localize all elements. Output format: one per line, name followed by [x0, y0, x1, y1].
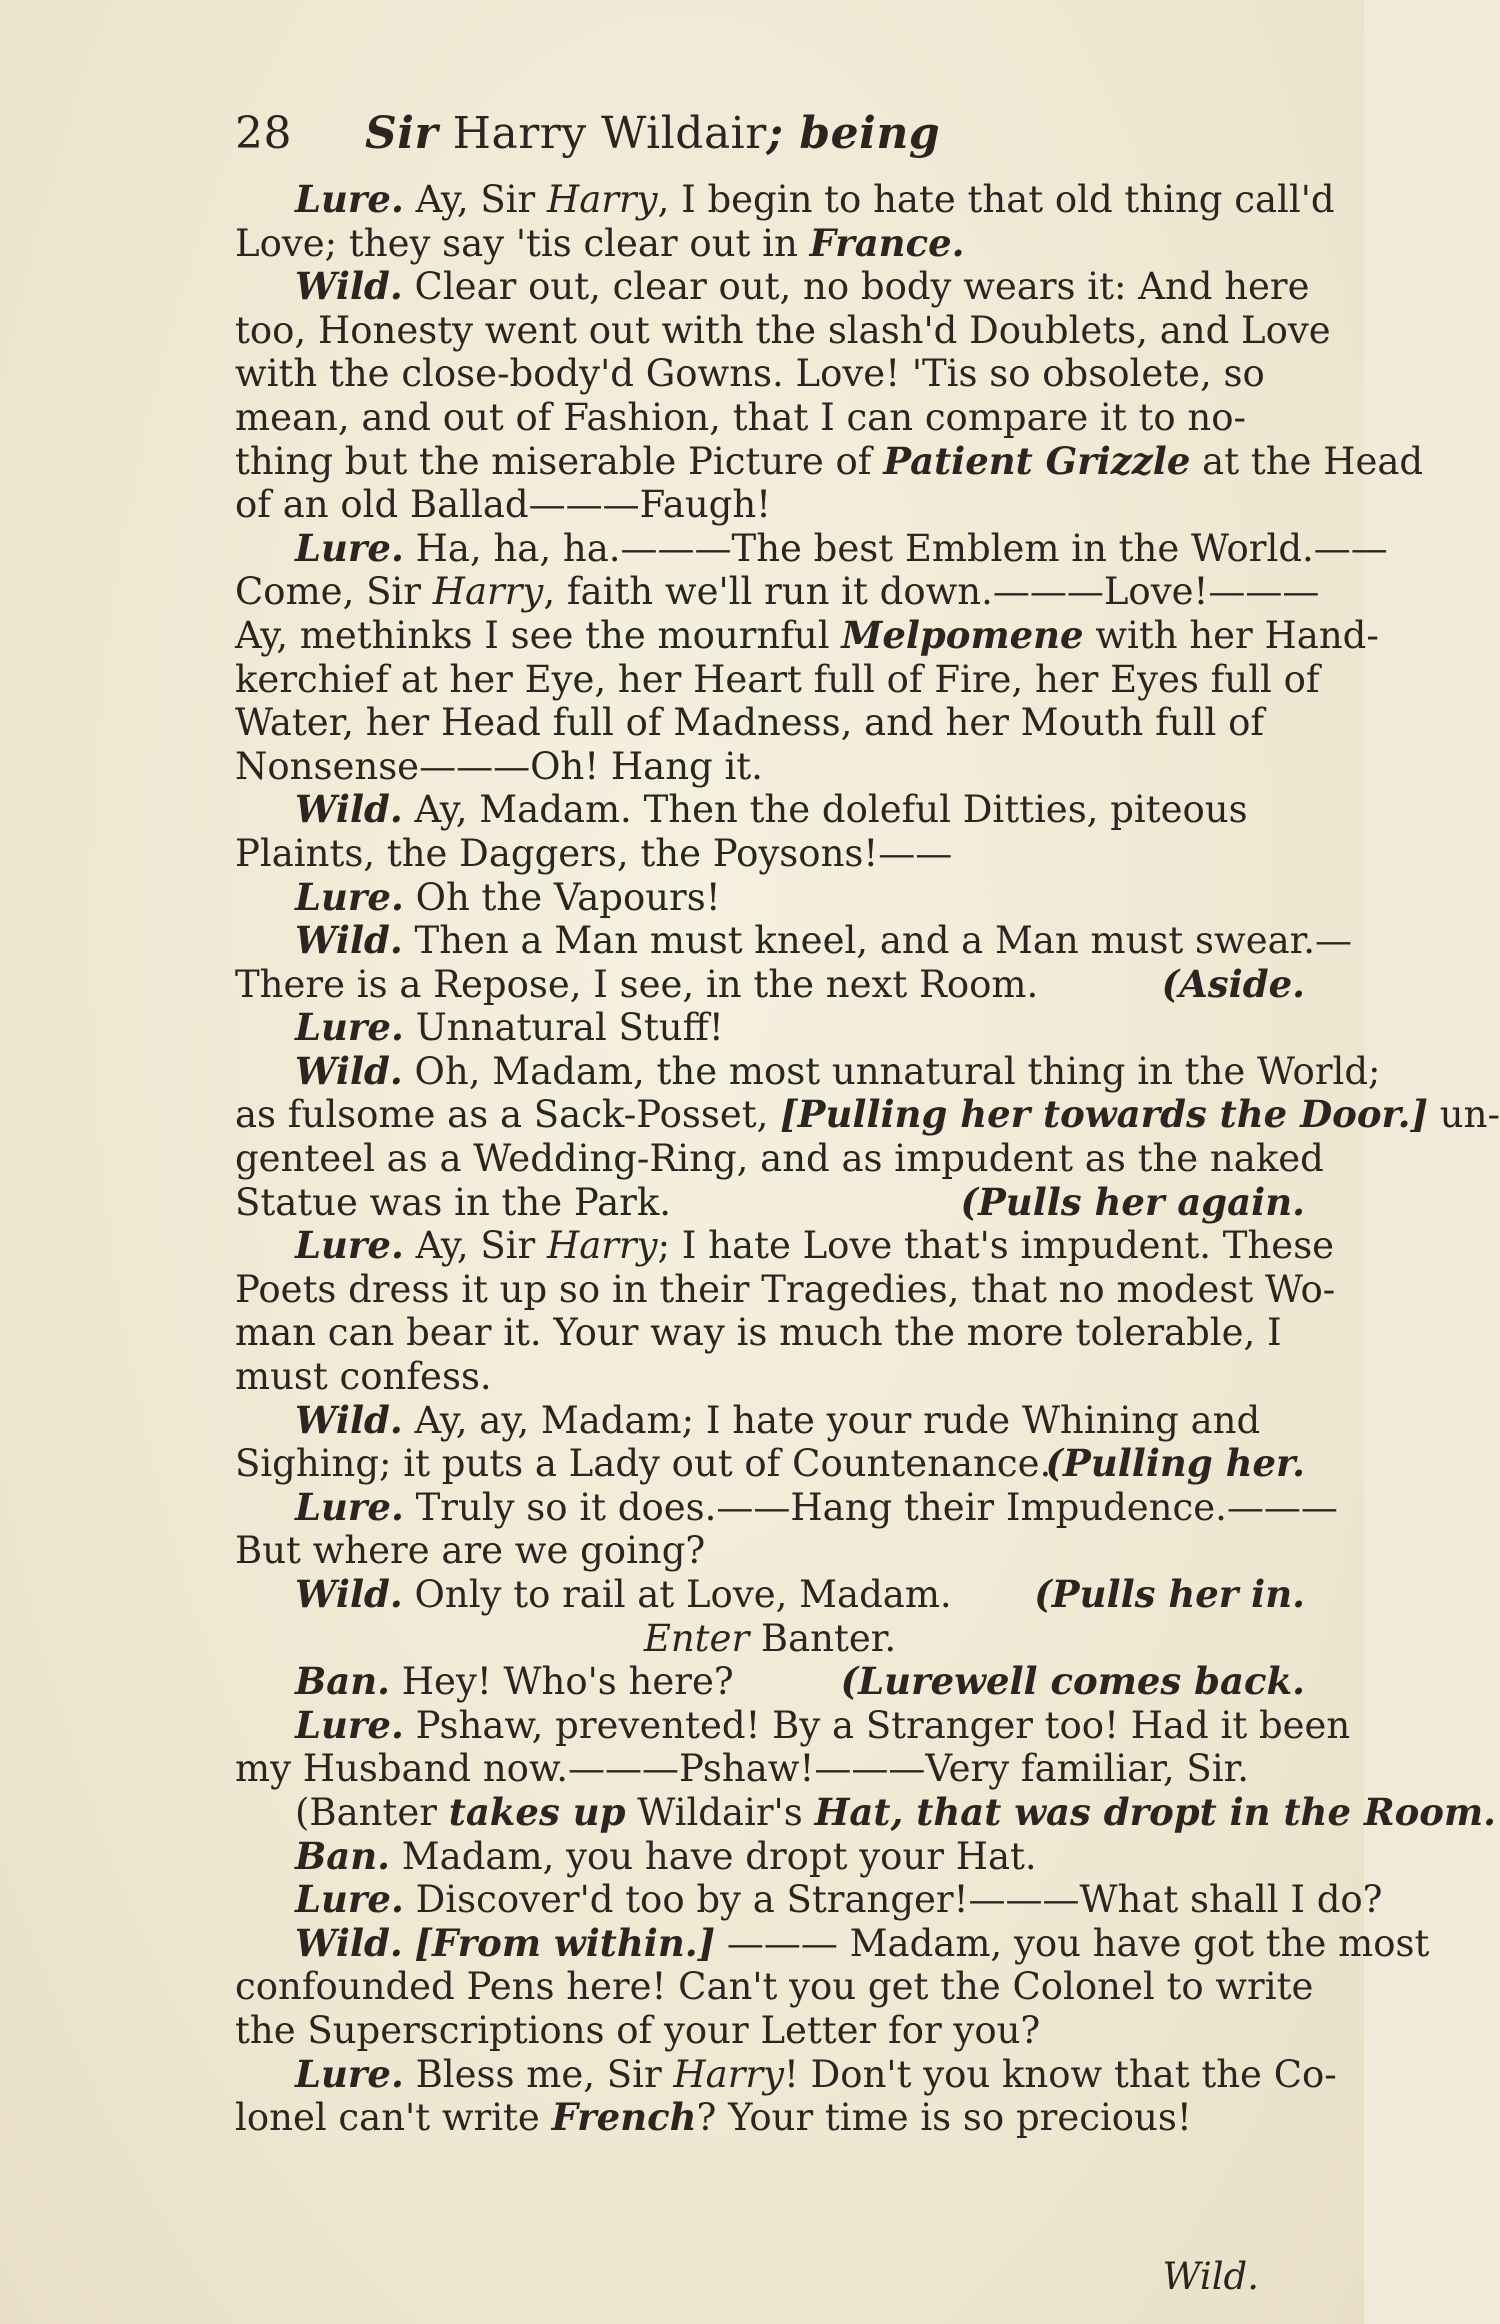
text-run: Harry — [673, 2052, 785, 2096]
text-line — [235, 918, 1353, 963]
stage-direction: (Pulls her in. — [1034, 1572, 1305, 1616]
text-run: must confess. — [235, 1355, 492, 1399]
text-line — [235, 264, 1310, 309]
text-line — [235, 701, 1305, 745]
text-line — [235, 483, 1305, 527]
text-run: Ay, ay, Madam; I hate your rude Whining and — [402, 1398, 1261, 1442]
running-title-sir: Sir — [365, 108, 439, 159]
text-run: France. — [809, 220, 965, 265]
text-run: Hey! Who's here? — [390, 1660, 734, 1704]
stage-direction: (Lurewell comes back. — [840, 1659, 1305, 1704]
stage-direction: (Pulling her. — [1045, 1441, 1305, 1486]
text-run: as fulsome as a Sack-Posset, — [235, 1093, 781, 1137]
text-run: Water, her Head full of Madness, and her Mouth full of — [235, 701, 1265, 745]
catchword: Wild. — [1162, 2255, 1259, 2298]
text-run: ? Your time is so precious! — [696, 2096, 1192, 2140]
speaker-name: Wild. — [295, 787, 403, 832]
text-line — [235, 1311, 1305, 1355]
speaker-name: Lure. — [295, 525, 404, 570]
text-line — [235, 1048, 1381, 1094]
text-run: Then a Man must kneel, and a Man must swear.— — [402, 919, 1353, 963]
text-run: takes up — [448, 1789, 626, 1834]
text-line — [235, 1529, 1305, 1573]
text-line — [235, 222, 1305, 266]
text-run: There is a Repose, I see, in the next Room. — [235, 962, 1039, 1006]
text-line — [235, 1442, 1305, 1486]
text-run: the Superscriptions of your Letter for you? — [235, 2008, 1041, 2052]
text-run: Ay, Sir — [403, 1224, 547, 1268]
text-line — [235, 745, 1305, 789]
speaker-name: Lure. — [295, 874, 404, 919]
text-line — [235, 876, 1305, 920]
text-line — [235, 1747, 1305, 1791]
text-run: Hat, that was dropt in the Room. — [814, 1789, 1497, 1834]
text-line — [235, 352, 1305, 396]
text-run: kerchief at her Eye, her Heart full of Fire, her Eyes full of — [235, 657, 1320, 701]
text-run: thing but the miserable Picture of — [235, 439, 884, 483]
text-line — [235, 2096, 1305, 2140]
stage-direction: (Aside. — [1161, 961, 1305, 1006]
text-line — [235, 525, 1388, 571]
text-run: [From within.] — [414, 1920, 716, 1965]
speaker-name: Ban. — [295, 1833, 391, 1878]
text-run: French — [551, 2095, 697, 2140]
text-line — [235, 1920, 1430, 1966]
text-run: Ha, ha, ha.———The best Emblem in the World.—— — [403, 526, 1388, 570]
text-run: Ay, methinks I see the mournful — [235, 613, 842, 657]
text-line — [235, 612, 1379, 658]
text-run: ——— Madam, you have got the most — [715, 1921, 1430, 1965]
speaker-name: Wild. — [295, 1048, 403, 1093]
text-line — [235, 1181, 1305, 1225]
speaker-name: Lure. — [295, 1484, 404, 1529]
text-run: [Pulling her towards the Door.] — [780, 1092, 1429, 1137]
text-line — [235, 2051, 1337, 2097]
text-run: Plaints, the Daggers, the Poysons!—— — [235, 831, 953, 875]
text-line — [235, 396, 1305, 440]
text-run: Clear out, clear out, no body wears it: And here — [402, 265, 1310, 309]
text-run: Nonsense———Oh! Hang it. — [235, 744, 763, 788]
text-run: Ay, Madam. Then the doleful Ditties, piteous — [402, 788, 1248, 832]
text-run: mean, and out of Fashion, that I can compare it to no- — [235, 395, 1246, 439]
text-run: Love; they say 'tis clear out in — [235, 221, 810, 265]
text-run: with her Hand- — [1083, 613, 1379, 657]
speaker-name: Lure. — [295, 1005, 404, 1050]
text-run: Only to rail at Love, Madam. — [402, 1573, 952, 1616]
text-run: Patient Grizzle — [883, 438, 1191, 483]
speaker-name: Wild. — [295, 1397, 403, 1442]
speaker-name: Lure. — [295, 1223, 404, 1268]
text-run: But where are we going? — [235, 1529, 706, 1573]
page-number: 28 — [235, 108, 292, 159]
text-run: Truly so it does.——Hang their Impudence.——— — [403, 1485, 1338, 1529]
text-line — [235, 1137, 1324, 1181]
speaker-name: Wild. — [295, 1920, 403, 1965]
speaker-name: Lure. — [295, 1877, 404, 1922]
text-run: Oh the Vapours! — [403, 875, 721, 919]
speaker-name: Wild. — [295, 1572, 403, 1616]
text-run: Harry — [546, 1224, 658, 1268]
text-line — [235, 1617, 1305, 1661]
text-line — [235, 1789, 1497, 1835]
text-line — [235, 308, 1331, 353]
text-line — [235, 1702, 1351, 1748]
text-run: Melpomene — [841, 612, 1084, 657]
text-line — [235, 1484, 1338, 1530]
running-title-being: ; being — [766, 108, 941, 159]
text-line — [235, 1355, 1305, 1399]
text-run: Come, Sir — [235, 570, 433, 614]
text-run: man can bear it. Your way is much the more tolerable, I — [235, 1311, 1282, 1355]
text-line — [235, 788, 1305, 832]
text-run: genteel as a Wedding-Ring, and as impudent as the naked — [235, 1137, 1324, 1181]
running-header — [235, 108, 1115, 159]
text-line — [235, 963, 1305, 1007]
text-run: Unnatural Stuff! — [403, 1006, 724, 1050]
text-run: , I begin to hate that old thing call'd — [657, 178, 1335, 221]
text-line — [235, 1223, 1335, 1268]
text-run: ! Don't you know that the Co- — [784, 2052, 1337, 2096]
text-run: confounded Pens here! Can't you get the Colonel to write — [235, 1965, 1314, 2009]
text-run: Madam, you have dropt your Hat. — [390, 1834, 1037, 1878]
stage-direction: (Pulls her again. — [960, 1179, 1305, 1224]
text-run: Statue was in the Park. — [235, 1180, 672, 1224]
text-line — [235, 2009, 1305, 2053]
speaker-name: Lure. — [295, 177, 404, 221]
text-line — [235, 1006, 1305, 1050]
text-run: with the close-body'd Gowns. Love! 'Tis so obsolete, so — [235, 352, 1265, 396]
text-run: Harry — [546, 178, 658, 221]
text-line — [235, 1965, 1314, 2009]
text-run: Oh, Madam, the most unnatural thing in the World; — [402, 1049, 1381, 1093]
speaker-name: Lure. — [295, 2051, 404, 2096]
text-run: Poets dress it up so in their Tragedies, that no modest Wo- — [235, 1267, 1336, 1311]
text-line — [235, 1877, 1383, 1922]
text-run: Banter. — [760, 1616, 897, 1660]
text-run: at the Head — [1190, 439, 1424, 483]
text-line — [235, 832, 1305, 876]
text-line — [235, 177, 1335, 222]
text-line — [235, 1399, 1305, 1443]
text-run — [403, 1922, 415, 1965]
text-run: Ay, Sir — [403, 178, 547, 221]
text-line — [235, 438, 1424, 484]
text-run: Enter — [643, 1616, 761, 1660]
text-line — [235, 570, 1320, 614]
speaker-name: Lure. — [295, 1702, 404, 1747]
text-run: Wildair's — [625, 1790, 815, 1834]
text-line — [235, 1835, 1305, 1879]
text-run: Pshaw, prevented! By a Stranger too! Had it been — [403, 1703, 1351, 1747]
text-run: Bless me, Sir — [403, 2052, 674, 2096]
text-run: (Banter — [295, 1790, 449, 1834]
text-line — [235, 1660, 1305, 1704]
text-run: my Husband now.———Pshaw!———Very familiar, Sir. — [235, 1747, 1249, 1791]
text-line — [235, 657, 1320, 702]
speaker-name: Ban. — [295, 1659, 391, 1704]
text-line — [235, 1573, 1305, 1617]
speaker-name: Wild. — [295, 264, 403, 309]
text-run: ; I hate Love that's impudent. These — [657, 1224, 1335, 1268]
text-run: Sighing; it puts a Lady out of Countenance. — [235, 1442, 1052, 1486]
text-run: Discover'd too by a Stranger!———What shall I do? — [403, 1878, 1383, 1922]
text-line — [235, 1267, 1336, 1312]
speaker-name: Wild. — [295, 918, 403, 963]
text-run: , faith we'll run it down.———Love!——— — [543, 570, 1320, 614]
text-line — [235, 1092, 1500, 1137]
text-run: too, Honesty went out with the slash'd Doublets, and Love — [235, 308, 1331, 352]
running-title-name: Harry Wildair — [452, 108, 767, 159]
text-run: un- — [1428, 1093, 1500, 1137]
text-run: Harry — [432, 570, 544, 614]
page-body-text — [235, 177, 1500, 2140]
text-run: lonel can't write — [235, 2096, 552, 2140]
text-run: of an old Ballad———Faugh! — [235, 483, 772, 527]
